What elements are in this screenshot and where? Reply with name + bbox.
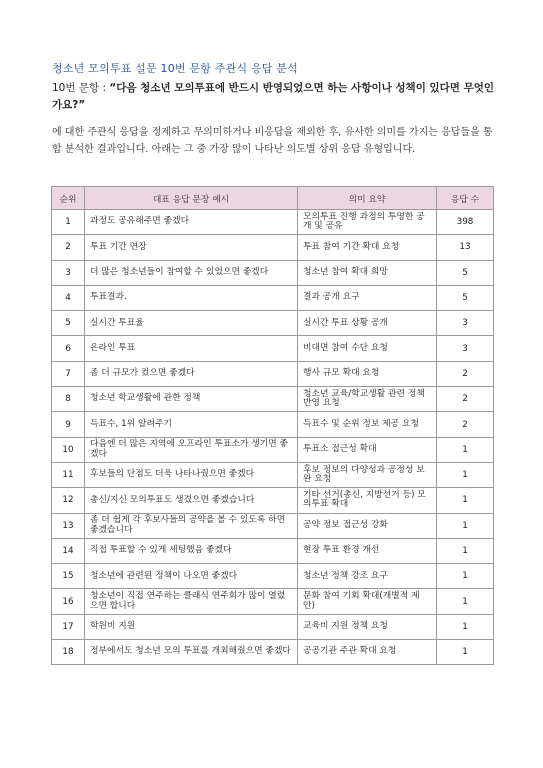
count-cell: 1: [437, 538, 494, 563]
table-row: [52, 513, 494, 538]
table-row: [52, 387, 494, 412]
rank-cell: 15: [52, 564, 85, 589]
rank-cell: 8: [52, 387, 85, 412]
meaning-cell: 투표소 접근성 확대: [298, 437, 437, 462]
example-cell: 청소년 학교생활에 관한 정책: [85, 387, 298, 412]
count-cell: 3: [437, 336, 494, 361]
count-cell: 5: [437, 285, 494, 310]
example-cell: 정부에서도 청소년 모의 투표를 개최해줬으면 좋겠다: [85, 640, 298, 665]
example-cell: 학원비 지원: [85, 614, 298, 639]
table-row: [52, 285, 494, 310]
example-cell: 후보들의 단점도 더욱 나타나줬으면 좋겠다: [85, 462, 298, 487]
table-row: [52, 564, 494, 589]
rank-cell: 9: [52, 412, 85, 437]
count-cell: 2: [437, 387, 494, 412]
table-row: [52, 640, 494, 665]
rank-cell: 11: [52, 462, 85, 487]
example-cell: 청소년에 관련된 정책이 나오면 좋겠다: [85, 564, 298, 589]
example-cell: 좀 더 쉽게 각 후보사들의 공약을 볼 수 있도록 하면 좋겠습니다: [85, 513, 298, 538]
table-row: [52, 260, 494, 285]
table-row: [52, 589, 494, 614]
rank-cell: 14: [52, 538, 85, 563]
header-rank: 순위: [52, 187, 85, 210]
count-cell: 1: [437, 564, 494, 589]
meaning-cell: 공공기관 주관 확대 요청: [298, 640, 437, 665]
meaning-cell: 문화 참여 기회 확대(개별적 제안): [298, 589, 437, 614]
meaning-cell: 교육비 지원 정책 요청: [298, 614, 437, 639]
example-cell: 좀 더 규모가 컸으면 좋겠다: [85, 361, 298, 386]
rank-cell: 6: [52, 336, 85, 361]
example-cell: 득표수, 1위 알려주기: [85, 412, 298, 437]
meaning-cell: 청소년 교육/학교생활 관련 정책 반영 요청: [298, 387, 437, 412]
table-row: [52, 614, 494, 639]
rank-cell: 13: [52, 513, 85, 538]
example-cell: 청소년이 직접 연주하는 클래식 연주회가 많이 열렸으면 합니다: [85, 589, 298, 614]
count-cell: 1: [437, 437, 494, 462]
response-table: [51, 186, 494, 665]
question-text: “다음 청소년 모의투표에 반드시 반영되었으면 하는 사항이나 성책이 있다면 무엇인가요?”: [52, 82, 495, 111]
count-cell: 13: [437, 235, 494, 260]
example-cell: 실시간 투표율: [85, 311, 298, 336]
document-title: 청소년 모의투표 설문 10번 문항 주관식 응답 분석: [52, 62, 298, 75]
header-count: 응답 수: [437, 187, 494, 210]
example-cell: 온라인 투표: [85, 336, 298, 361]
example-cell: 더 많은 청소년들이 참여할 수 있었으면 좋겠다: [85, 260, 298, 285]
count-cell: 2: [437, 412, 494, 437]
count-cell: 3: [437, 311, 494, 336]
header-meaning: 의미 요약: [298, 187, 437, 210]
meaning-cell: 청소년 정책 강조 요구: [298, 564, 437, 589]
meaning-cell: 행사 규모 확대 요청: [298, 361, 437, 386]
table-row: [52, 361, 494, 386]
table-row: [52, 437, 494, 462]
table-row: [52, 488, 494, 513]
meaning-cell: 모의투표 진행 과정의 투명한 공개 및 공유: [298, 210, 437, 235]
meaning-cell: 비대면 참여 수단 요청: [298, 336, 437, 361]
meaning-cell: 현장 투표 환경 개선: [298, 538, 437, 563]
example-cell: 과정도 공유해주면 좋겠다: [85, 210, 298, 235]
table-row: [52, 462, 494, 487]
meaning-cell: 득표수 및 순위 정보 제공 요청: [298, 412, 437, 437]
header-example: 대표 응답 문장 예시: [85, 187, 298, 210]
question-label: 10번 문항 :: [52, 82, 110, 94]
count-cell: 1: [437, 488, 494, 513]
table-row: [52, 336, 494, 361]
meaning-cell: 후보 정보의 다양성과 공정성 보완 요청: [298, 462, 437, 487]
count-cell: 1: [437, 462, 494, 487]
table-header-row: [52, 187, 494, 210]
count-cell: 5: [437, 260, 494, 285]
rank-cell: 16: [52, 589, 85, 614]
rank-cell: 18: [52, 640, 85, 665]
example-cell: 투표결과.: [85, 285, 298, 310]
count-cell: 1: [437, 614, 494, 639]
rank-cell: 5: [52, 311, 85, 336]
rank-cell: 17: [52, 614, 85, 639]
meaning-cell: 실시간 투표 상황 공개: [298, 311, 437, 336]
rank-cell: 12: [52, 488, 85, 513]
rank-cell: 2: [52, 235, 85, 260]
table-row: [52, 538, 494, 563]
count-cell: 1: [437, 513, 494, 538]
table-body: [52, 210, 494, 665]
rank-cell: 10: [52, 437, 85, 462]
example-cell: 총신/지신 모의투표도 생겼으면 좋겠습니다: [85, 488, 298, 513]
count-cell: 2: [437, 361, 494, 386]
question-paragraph: [52, 80, 500, 114]
count-cell: 1: [437, 589, 494, 614]
rank-cell: 4: [52, 285, 85, 310]
count-cell: 398: [437, 210, 494, 235]
meaning-cell: 투표 참여 기간 확대 요청: [298, 235, 437, 260]
table-row: [52, 235, 494, 260]
intro-paragraph: 에 대한 주관식 응답을 정제하고 무의미하거나 비응답을 제외한 후, 유사한 의미를 가지는 응답들을 통합 분석한 결과입니다. 아래는 그 중 가장 많이 나타난 의도별 상위 응답 유형입니다.: [52, 127, 493, 155]
example-cell: 투표 기간 연장: [85, 235, 298, 260]
example-cell: 직접 투표할 수 있게 세팅했음 좋겠다: [85, 538, 298, 563]
meaning-cell: 공약 정보 접근성 강화: [298, 513, 437, 538]
table-row: [52, 412, 494, 437]
table-row: [52, 311, 494, 336]
meaning-cell: 기타 선거(총신, 지방선거 등) 모의투표 확대: [298, 488, 437, 513]
rank-cell: 3: [52, 260, 85, 285]
meaning-cell: 결과 공개 요구: [298, 285, 437, 310]
count-cell: 1: [437, 640, 494, 665]
meaning-cell: 청소년 참여 확대 희망: [298, 260, 437, 285]
table-row: [52, 210, 494, 235]
rank-cell: 1: [52, 210, 85, 235]
example-cell: 다음엔 더 많은 지역에 오프라인 투표소가 생기면 좋겠다: [85, 437, 298, 462]
rank-cell: 7: [52, 361, 85, 386]
